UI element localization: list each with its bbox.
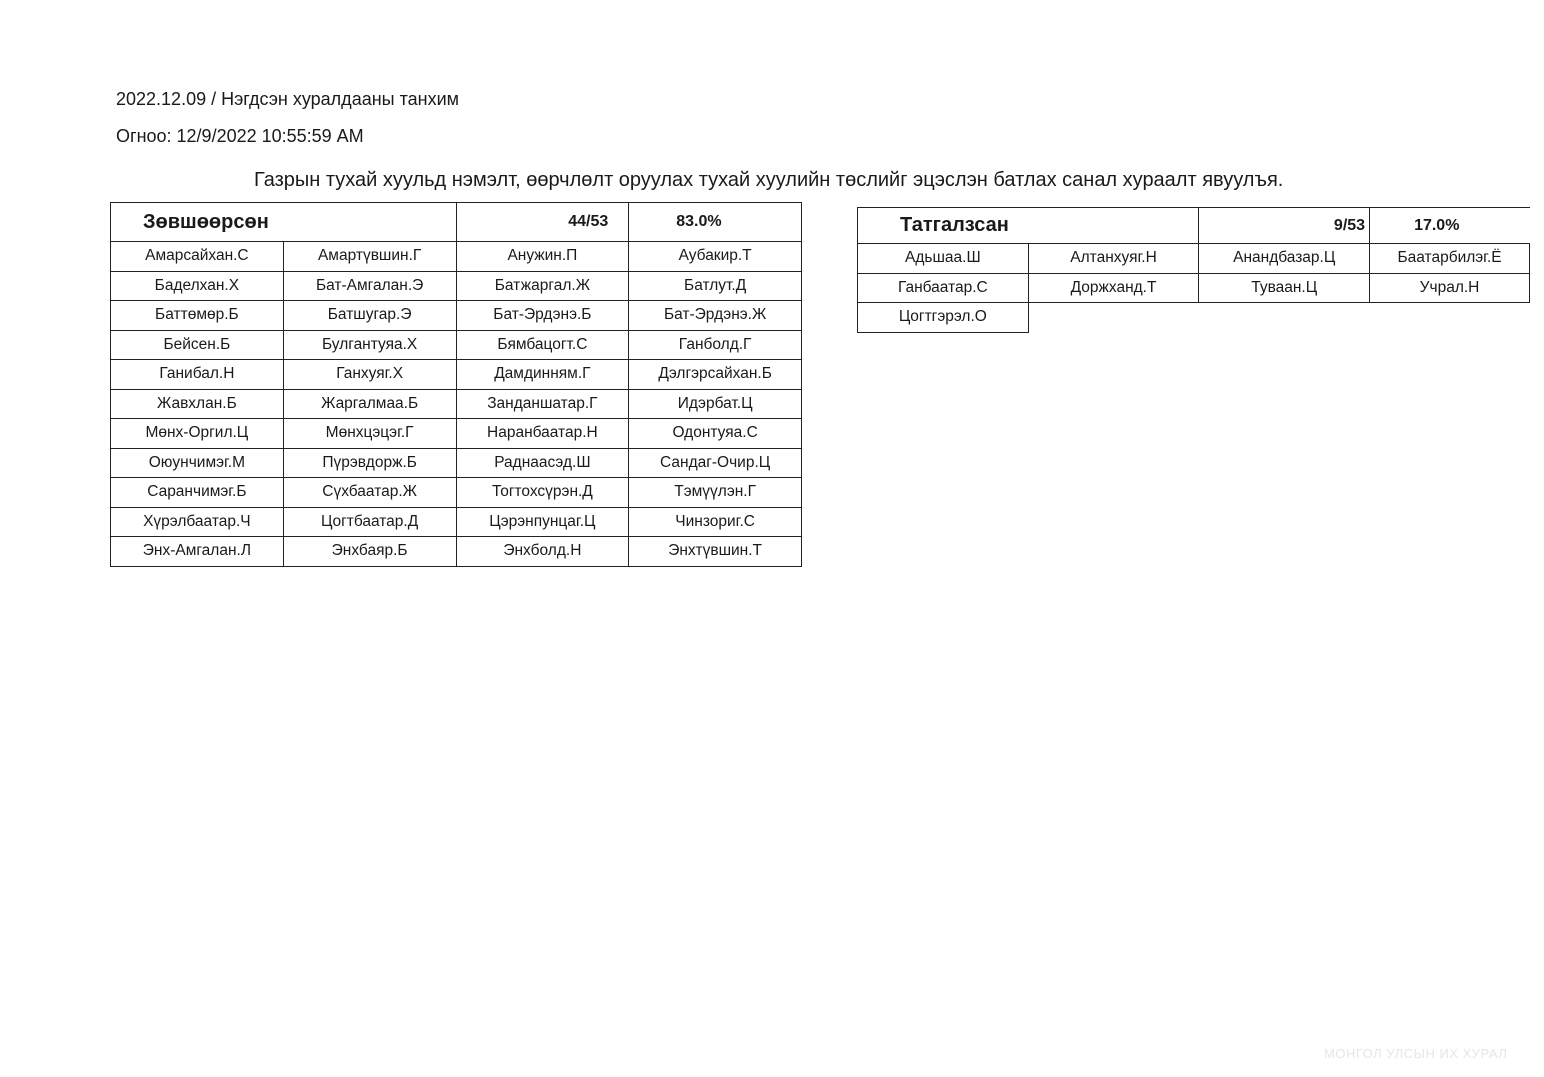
table-row: [111, 271, 802, 301]
table-row: [111, 478, 802, 508]
member-name-cell: Саранчимэг.Б: [111, 478, 284, 508]
approved-header: [111, 203, 802, 242]
member-name-cell: [1370, 303, 1530, 333]
member-name-cell: Батжаргал.Ж: [456, 271, 629, 301]
table-row: [858, 244, 1530, 274]
member-name-cell: Доржханд.Т: [1028, 273, 1199, 303]
rejected-count: 9/53: [1199, 208, 1370, 244]
member-name-cell: Оюунчимэг.М: [111, 448, 284, 478]
member-name-cell: Бат-Амгалан.Э: [283, 271, 456, 301]
member-name-cell: Ганболд.Г: [629, 330, 802, 360]
table-row: [111, 301, 802, 331]
member-name-cell: Баттөмөр.Б: [111, 301, 284, 331]
approved-body: [111, 242, 802, 567]
member-name-cell: Энхбаяр.Б: [283, 537, 456, 567]
member-name-cell: Адьшаа.Ш: [858, 244, 1029, 274]
table-row: [111, 537, 802, 567]
rejected-body: [858, 244, 1530, 333]
table-row: [111, 242, 802, 272]
member-name-cell: Сүхбаатар.Ж: [283, 478, 456, 508]
member-name-cell: Батлут.Д: [629, 271, 802, 301]
member-name-cell: Наранбаатар.Н: [456, 419, 629, 449]
table-row: [111, 389, 802, 419]
member-name-cell: Цэрэнпунцаг.Ц: [456, 507, 629, 537]
member-name-cell: Цогтгэрэл.О: [858, 303, 1029, 333]
rejected-header: [858, 208, 1530, 244]
date-line: Огноо: 12/9/2022 10:55:59 AM: [116, 126, 364, 146]
table-row: [111, 330, 802, 360]
member-name-cell: Жаргалмаа.Б: [283, 389, 456, 419]
rejected-title: Татгалзсан: [858, 208, 1199, 244]
member-name-cell: Бат-Эрдэнэ.Б: [456, 301, 629, 331]
member-name-cell: Энхтүвшин.Т: [629, 537, 802, 567]
member-name-cell: Жавхлан.Б: [111, 389, 284, 419]
member-name-cell: Энхболд.Н: [456, 537, 629, 567]
member-name-cell: Бямбацогт.С: [456, 330, 629, 360]
table-row: [858, 303, 1530, 333]
watermark: МОНГОЛ УЛСЫН ИХ ХУРАЛ: [1324, 1046, 1508, 1061]
member-name-cell: Пүрэвдорж.Б: [283, 448, 456, 478]
approved-title: Зөвшөөрсөн: [111, 203, 457, 242]
member-name-cell: Мөнх-Оргил.Ц: [111, 419, 284, 449]
member-name-cell: Амарсайхан.С: [111, 242, 284, 272]
table-row: [111, 360, 802, 390]
member-name-cell: Анужин.П: [456, 242, 629, 272]
table-row: [858, 273, 1530, 303]
member-name-cell: [1199, 303, 1370, 333]
member-name-cell: Бат-Эрдэнэ.Ж: [629, 301, 802, 331]
member-name-cell: Хүрэлбаатар.Ч: [111, 507, 284, 537]
member-name-cell: Мөнхцэцэг.Г: [283, 419, 456, 449]
table-row: [111, 448, 802, 478]
member-name-cell: Батшугар.Э: [283, 301, 456, 331]
member-name-cell: Тэмүүлэн.Г: [629, 478, 802, 508]
member-name-cell: Дэлгэрсайхан.Б: [629, 360, 802, 390]
member-name-cell: [1028, 303, 1199, 333]
rejected-table: [857, 207, 1530, 333]
member-name-cell: Энх-Амгалан.Л: [111, 537, 284, 567]
member-name-cell: Аубакир.Т: [629, 242, 802, 272]
table-row: [111, 507, 802, 537]
member-name-cell: Дамдинням.Г: [456, 360, 629, 390]
approved-percent: 83.0%: [629, 203, 802, 242]
member-name-cell: Тогтохсүрэн.Д: [456, 478, 629, 508]
member-name-cell: Баделхан.Х: [111, 271, 284, 301]
member-name-cell: Цогтбаатар.Д: [283, 507, 456, 537]
member-name-cell: Одонтуяа.С: [629, 419, 802, 449]
member-name-cell: Раднаасэд.Ш: [456, 448, 629, 478]
member-name-cell: Ганбаатар.С: [858, 273, 1029, 303]
session-line: 2022.12.09 / Нэгдсэн хуралдааны танхим: [116, 89, 460, 109]
member-name-cell: Ганхуяг.Х: [283, 360, 456, 390]
member-name-cell: Занданшатар.Г: [456, 389, 629, 419]
member-name-cell: Чинзориг.С: [629, 507, 802, 537]
approved-count: 44/53: [456, 203, 629, 242]
member-name-cell: Булгантуяа.Х: [283, 330, 456, 360]
motion-title: Газрын тухай хуульд нэмэлт, өөрчлөлт оруулах тухай хуулийн төслийг эцэслэн батлах санал хураалт явуулъя.: [254, 169, 1284, 191]
member-name-cell: Алтанхуяг.Н: [1028, 244, 1199, 274]
rejected-percent: 17.0%: [1370, 208, 1530, 244]
member-name-cell: Анандбазар.Ц: [1199, 244, 1370, 274]
member-name-cell: Амартүвшин.Г: [283, 242, 456, 272]
approved-table: [110, 202, 802, 567]
member-name-cell: Баатарбилэг.Ё: [1370, 244, 1530, 274]
member-name-cell: Сандаг-Очир.Ц: [629, 448, 802, 478]
member-name-cell: Ганибал.Н: [111, 360, 284, 390]
member-name-cell: Бейсен.Б: [111, 330, 284, 360]
member-name-cell: Учрал.Н: [1370, 273, 1530, 303]
member-name-cell: Идэрбат.Ц: [629, 389, 802, 419]
table-row: [111, 419, 802, 449]
member-name-cell: Туваан.Ц: [1199, 273, 1370, 303]
